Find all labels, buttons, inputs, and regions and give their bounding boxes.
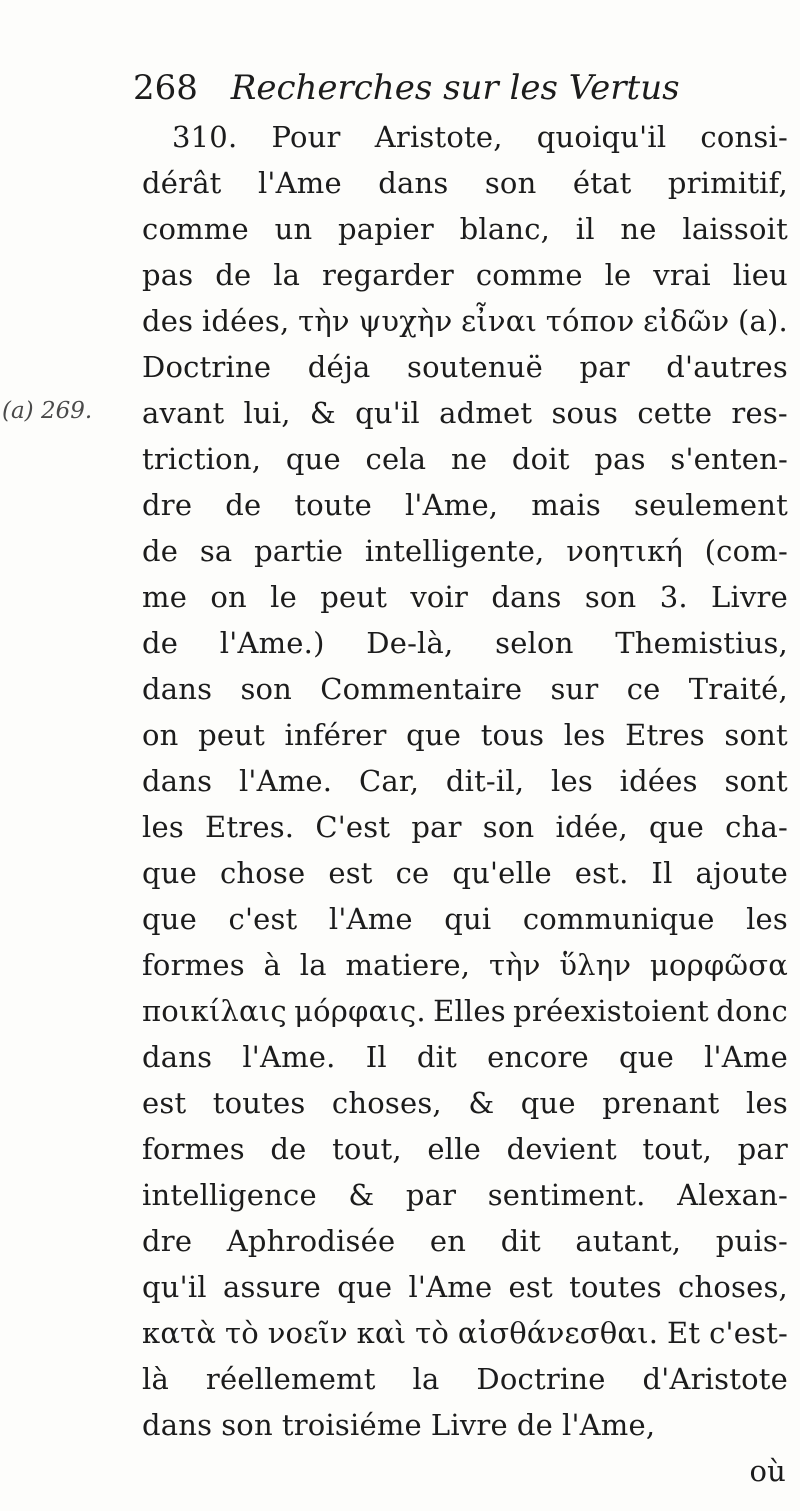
word: ὕλην <box>559 948 632 982</box>
word: blanc, <box>459 212 551 246</box>
word: εἶναι <box>461 304 538 338</box>
text-line <box>142 574 788 620</box>
word: sont <box>724 764 788 798</box>
word: sur <box>550 672 599 706</box>
word: la <box>273 258 301 292</box>
word: voir <box>410 580 469 614</box>
word: cette <box>637 396 713 430</box>
word: l'Ame <box>704 1040 788 1074</box>
word: tout, <box>332 1132 402 1166</box>
word: Et <box>667 1316 701 1350</box>
word: dit <box>416 1040 458 1074</box>
word: 310. <box>172 120 238 154</box>
word: quoiqu'il <box>536 120 667 154</box>
word: ne <box>450 442 488 476</box>
word: que <box>142 856 198 890</box>
running-title: Recherches sur les Vertus <box>230 68 680 108</box>
word: état <box>572 166 632 200</box>
word: le <box>270 580 297 614</box>
word: τὴν <box>488 948 541 982</box>
word: seulement <box>633 488 788 522</box>
word: dans <box>491 580 562 614</box>
word: Themistius, <box>615 626 788 660</box>
word: les <box>746 1086 788 1120</box>
word: De-là, <box>366 626 454 660</box>
word: donc <box>716 994 788 1028</box>
word: κατὰ <box>142 1316 217 1350</box>
text-line <box>142 620 788 666</box>
word: dans <box>142 672 213 706</box>
text-line <box>142 1126 788 1172</box>
text-line <box>142 712 788 758</box>
word: Doctrine <box>476 1362 606 1396</box>
word: 3. <box>659 580 688 614</box>
word: Etres <box>625 718 705 752</box>
word: idée, <box>555 810 628 844</box>
page-number: 268 <box>133 68 198 108</box>
word: εἰδῶν <box>643 304 730 338</box>
text-line <box>142 850 788 896</box>
word: les <box>142 810 184 844</box>
word: dit <box>500 1224 541 1258</box>
word: μόρφαις. <box>294 994 426 1028</box>
word: par <box>579 350 630 384</box>
word: d'Aristote <box>642 1362 788 1396</box>
word: dre <box>142 1224 193 1258</box>
word: Pour <box>271 120 341 154</box>
word: laissoit <box>682 212 788 246</box>
word: νοητική <box>566 534 683 568</box>
text-line <box>142 1172 788 1218</box>
word: ajoute <box>695 856 788 890</box>
word: τὸ <box>415 1316 450 1350</box>
word: intelligence <box>142 1178 317 1212</box>
word: déja <box>307 350 371 384</box>
word: ce <box>395 856 430 890</box>
word: dans <box>142 1408 213 1442</box>
text-line <box>142 758 788 804</box>
word: des <box>142 304 194 338</box>
word: (a). <box>738 304 788 338</box>
word: il <box>575 212 595 246</box>
text-line <box>142 344 788 390</box>
word: de <box>142 534 179 568</box>
word: admet <box>439 396 533 430</box>
word: idées <box>619 764 698 798</box>
text-line <box>142 804 788 850</box>
text-line <box>142 896 788 942</box>
word: triction, <box>142 442 262 476</box>
text-line <box>142 160 788 206</box>
word: Il <box>651 856 673 890</box>
text-line <box>142 298 788 344</box>
word: doit <box>511 442 570 476</box>
word: lieu <box>732 258 788 292</box>
word: son <box>584 580 637 614</box>
word: me <box>142 580 188 614</box>
word: peut <box>320 580 388 614</box>
word: par <box>405 1178 457 1212</box>
word: Commentaire <box>320 672 523 706</box>
word: de <box>225 488 262 522</box>
catchword: où <box>749 1454 786 1488</box>
word: & <box>468 1086 495 1120</box>
text-line <box>142 206 788 252</box>
word: Il <box>365 1040 387 1074</box>
word: est <box>328 856 373 890</box>
word: que <box>406 718 462 752</box>
word: c'est- <box>709 1316 788 1350</box>
word: autant, <box>575 1224 682 1258</box>
word: l'Ame <box>257 166 342 200</box>
word: τόπον <box>545 304 635 338</box>
word: formes <box>142 1132 245 1166</box>
word: qu'il <box>355 396 420 430</box>
text-line <box>142 666 788 712</box>
word: tout, <box>642 1132 713 1166</box>
text-line <box>142 1402 788 1448</box>
word: νοεῖν <box>267 1316 348 1350</box>
word: est. <box>574 856 629 890</box>
word: Aristote, <box>374 120 503 154</box>
word: son <box>221 1408 273 1442</box>
word: consi- <box>700 120 788 154</box>
word: devient <box>506 1132 617 1166</box>
word: son <box>240 672 293 706</box>
word: d'autres <box>666 350 788 384</box>
text-line <box>142 1218 788 1264</box>
text-line <box>142 528 788 574</box>
word: choses, <box>331 1086 442 1120</box>
word: matiere, <box>345 948 471 982</box>
word: l'Ame. <box>238 764 333 798</box>
word: assure <box>223 1270 321 1304</box>
text-line <box>142 988 788 1034</box>
word: idées, <box>201 304 290 338</box>
word: sa <box>199 534 233 568</box>
word: & <box>348 1178 375 1212</box>
word: que <box>142 902 198 936</box>
word: C'est <box>315 810 391 844</box>
word: l'Ame <box>408 1270 493 1304</box>
word: dérât <box>142 166 222 200</box>
word: là <box>142 1362 169 1396</box>
word: αἰσθάνεσθαι. <box>457 1316 659 1350</box>
word: comme <box>475 258 583 292</box>
text-line <box>142 1264 788 1310</box>
word: papier <box>338 212 434 246</box>
word: pas <box>594 442 646 476</box>
text-line <box>142 114 788 160</box>
word: préexistoient <box>513 994 709 1028</box>
text-line <box>142 482 788 528</box>
word: formes <box>142 948 245 982</box>
word: l'Ame.) <box>219 626 325 660</box>
word: elle <box>427 1132 481 1166</box>
word: l'Ame, <box>404 488 499 522</box>
word: soutenuë <box>407 350 543 384</box>
word: c'est <box>228 902 298 936</box>
word: son <box>484 166 537 200</box>
word: dans <box>142 764 213 798</box>
word: choses, <box>678 1270 788 1304</box>
word: peut <box>198 718 265 752</box>
margin-note: (a) 269. <box>2 398 93 424</box>
word: les <box>563 718 606 752</box>
word: vrai <box>653 258 711 292</box>
word: τὴν <box>298 304 350 338</box>
word: toutes <box>569 1270 662 1304</box>
word: de <box>142 626 179 660</box>
word: la <box>299 948 327 982</box>
word: par <box>737 1132 788 1166</box>
word: regarder <box>322 258 454 292</box>
word: la <box>412 1362 440 1396</box>
word: Alexan- <box>677 1178 788 1212</box>
word: cela <box>365 442 427 476</box>
word: Traité, <box>688 672 788 706</box>
word: lui, <box>243 396 291 430</box>
word: que <box>649 810 705 844</box>
text-line <box>142 942 788 988</box>
word: qu'elle <box>452 856 552 890</box>
word: pas <box>142 258 194 292</box>
text-line <box>142 1034 788 1080</box>
word: avant <box>142 396 225 430</box>
text-line <box>142 1356 788 1402</box>
word: puis- <box>715 1224 788 1258</box>
word: μορφῶσα <box>649 948 788 982</box>
word: comme <box>142 212 249 246</box>
word: communique <box>522 902 715 936</box>
word: prenant <box>602 1086 720 1120</box>
word: partie <box>254 534 344 568</box>
word: réellememt <box>205 1362 376 1396</box>
text-line <box>142 436 788 482</box>
word: on <box>210 580 247 614</box>
word: un <box>274 212 313 246</box>
word: l'Ame. <box>242 1040 336 1074</box>
word: ce <box>626 672 661 706</box>
word: τὸ <box>224 1316 259 1350</box>
text-line <box>142 1080 788 1126</box>
word: qui <box>444 902 492 936</box>
word: est <box>508 1270 553 1304</box>
word: mais <box>531 488 601 522</box>
word: par <box>411 810 462 844</box>
word: de <box>270 1132 307 1166</box>
word: est <box>142 1086 187 1120</box>
word: que <box>618 1040 674 1074</box>
word: son <box>482 810 535 844</box>
word: dans <box>378 166 449 200</box>
word: res- <box>731 396 788 430</box>
word: l'Ame, <box>561 1408 656 1442</box>
word: dre <box>142 488 193 522</box>
text-line <box>142 390 788 436</box>
word: le <box>604 258 632 292</box>
word: ψυχὴν <box>358 304 453 338</box>
word: Doctrine <box>142 350 272 384</box>
word: encore <box>487 1040 589 1074</box>
word: toute <box>294 488 372 522</box>
word: les <box>746 902 788 936</box>
word: tous <box>480 718 545 752</box>
word: que <box>285 442 341 476</box>
word: ποικίλαις <box>142 994 287 1028</box>
word: que <box>337 1270 393 1304</box>
word: sont <box>724 718 788 752</box>
word: chose <box>219 856 306 890</box>
word: primitif, <box>667 166 788 200</box>
body-text <box>142 114 788 1494</box>
word: que <box>520 1086 576 1120</box>
word: on <box>142 718 179 752</box>
catchword-line <box>142 1448 788 1494</box>
word: & <box>309 396 336 430</box>
word: selon <box>495 626 574 660</box>
word: Livre <box>711 580 788 614</box>
word: (com- <box>704 534 788 568</box>
word: cha- <box>725 810 788 844</box>
word: intelligente, <box>364 534 545 568</box>
word: toutes <box>212 1086 306 1120</box>
word: l'Ame <box>328 902 413 936</box>
word: dans <box>142 1040 213 1074</box>
word: inférer <box>284 718 387 752</box>
word: Aphrodisée <box>226 1224 396 1258</box>
word: Elles <box>433 994 506 1028</box>
text-line <box>142 1310 788 1356</box>
word: troisiéme <box>281 1408 422 1442</box>
word: ne <box>620 212 657 246</box>
word: les <box>551 764 593 798</box>
word: à <box>263 948 282 982</box>
word: Livre <box>430 1408 508 1442</box>
word: sentiment. <box>487 1178 646 1212</box>
word: Car, <box>358 764 420 798</box>
word: en <box>429 1224 467 1258</box>
word: de <box>516 1408 553 1442</box>
word: dit-il, <box>445 764 525 798</box>
word: s'enten- <box>670 442 788 476</box>
text-line <box>142 252 788 298</box>
word: qu'il <box>142 1270 207 1304</box>
word: sous <box>551 396 619 430</box>
running-head <box>133 66 693 110</box>
word: de <box>215 258 252 292</box>
word: Etres. <box>205 810 295 844</box>
word: καὶ <box>356 1316 407 1350</box>
